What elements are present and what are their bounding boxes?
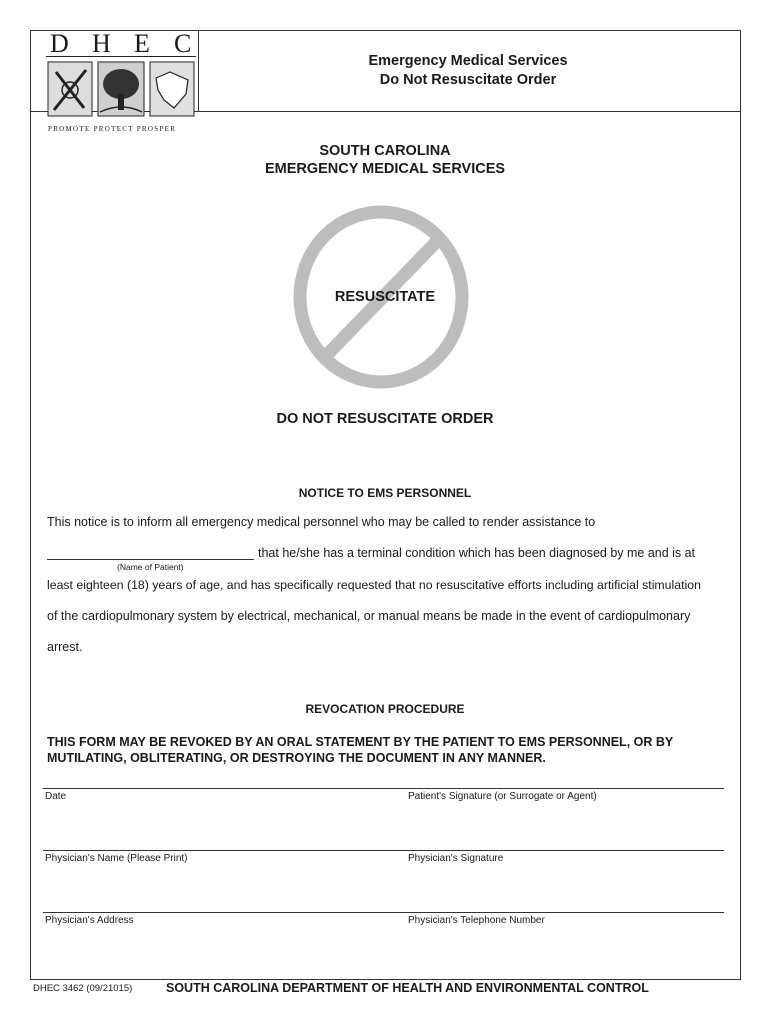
notice-line-4: of the cardiopulmonary system by electrical, mechanical, or manual means be made in the event of cardiopulmonary [47,609,691,623]
patient-signature-label: Patient's Signature (or Surrogate or Agent) [408,791,597,802]
physician-name-label: Physician's Name (Please Print) [45,853,188,864]
physician-name-line[interactable] [43,850,724,851]
state-heading: SOUTH CAROLINA [319,143,451,159]
logo-letters [46,29,196,58]
physician-address-label: Physician's Address [45,915,134,926]
patient-name-caption: (Name of Patient) [117,562,184,572]
revocation-title: REVOCATION PROCEDURE [305,702,465,716]
revocation-text [47,734,727,766]
notice-line-5: arrest. [47,640,83,654]
logo-letter: D [50,29,69,58]
notice-title: NOTICE TO EMS PERSONNEL [298,486,472,500]
revocation-text-line2: MUTILATING, OBLITERATING, OR DESTROYING THE DOCUMENT IN ANY MANNER. [47,751,546,765]
physician-phone-label: Physician's Telephone Number [408,915,545,926]
logo-letter: E [134,29,150,58]
notice-line-1: This notice is to inform all emergency medical personnel who may be called to render assistance to [47,515,596,529]
logo-divider [198,30,199,112]
logo-tagline: PROMOTE PROTECT PROSPER [48,125,177,133]
form-code: DHEC 3462 (09/21015) [33,983,133,994]
department-name: SOUTH CAROLINA DEPARTMENT OF HEALTH AND ENVIRONMENTAL CONTROL [166,981,649,995]
physician-signature-label: Physician's Signature [408,853,504,864]
notice-line-2: that he/she has a terminal condition which has been diagnosed by me and is at [258,546,696,560]
dhec-logo [38,29,198,133]
logo-emblem-icon [46,60,196,120]
logo-rule [46,56,196,57]
resuscitate-label: RESUSCITATE [334,289,436,305]
logo-letter: C [174,29,192,58]
revocation-text-line1: THIS FORM MAY BE REVOKED BY AN ORAL STATEMENT BY THE PATIENT TO EMS PERSONNEL, OR BY [47,735,674,749]
ems-heading: EMERGENCY MEDICAL SERVICES [264,161,506,177]
order-title: DO NOT RESUSCITATE ORDER [276,411,494,427]
notice-line-3: least eighteen (18) years of age, and has specifically requested that no resuscitative efforts including artificial stimulation [47,578,701,592]
date-signature-line[interactable] [43,788,724,789]
date-label: Date [45,791,67,802]
header-title-line2: Do Not Resuscitate Order [379,72,557,88]
patient-name-field[interactable] [47,559,254,560]
logo-letter: H [92,29,111,58]
physician-address-line[interactable] [43,912,724,913]
header-title-line1: Emergency Medical Services [368,53,568,69]
